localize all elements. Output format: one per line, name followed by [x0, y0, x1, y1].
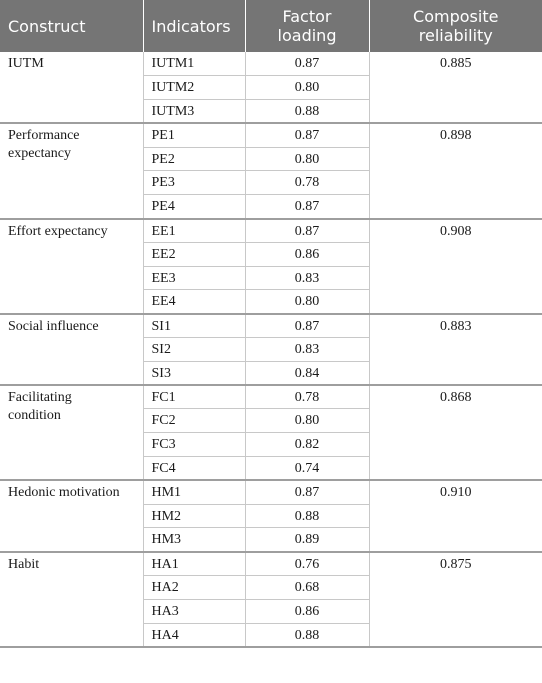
construct-cell: [0, 314, 143, 385]
factor-loading-cell: 0.82: [245, 433, 369, 457]
factor-loading-cell: 0.80: [245, 147, 369, 171]
factor-loading-cell: 0.78: [245, 385, 369, 409]
factor-loading-cell: 0.87: [245, 52, 369, 76]
indicator-cell: SI2: [143, 338, 245, 362]
header-construct: Construct: [0, 0, 143, 52]
indicator-cell: IUTM1: [143, 52, 245, 76]
factor-loading-cell: 0.87: [245, 219, 369, 243]
factor-loading-cell: 0.83: [245, 266, 369, 290]
composite-reliability-cell: 0.898: [369, 123, 542, 218]
indicator-cell: EE1: [143, 219, 245, 243]
construct-name-line2: condition: [8, 408, 61, 424]
indicator-cell: IUTM2: [143, 76, 245, 100]
factor-loading-cell: 0.83: [245, 338, 369, 362]
construct-name-line1: Performance: [8, 128, 80, 144]
table-row: [0, 123, 542, 147]
indicator-cell: HM2: [143, 504, 245, 528]
indicator-cell: HM3: [143, 528, 245, 552]
indicator-cell: EE3: [143, 266, 245, 290]
indicator-cell: SI1: [143, 314, 245, 338]
factor-loading-cell: 0.80: [245, 409, 369, 433]
factor-loading-cell: 0.87: [245, 123, 369, 147]
indicator-cell: PE4: [143, 195, 245, 219]
header-row: [0, 0, 542, 52]
factor-loading-cell: 0.68: [245, 576, 369, 600]
table-row: [0, 52, 542, 76]
header-composite-reliability: Composite reliability: [369, 0, 542, 52]
factor-loading-cell: 0.89: [245, 528, 369, 552]
construct-name-line1: Effort expectancy: [8, 223, 108, 239]
indicator-cell: EE2: [143, 242, 245, 266]
indicator-cell: HA2: [143, 576, 245, 600]
indicator-cell: IUTM3: [143, 100, 245, 124]
indicator-cell: HA1: [143, 552, 245, 576]
factor-loading-cell: 0.88: [245, 504, 369, 528]
header-indicators: Indicators: [143, 0, 245, 52]
header-factor-loading: Factor loading: [245, 0, 369, 52]
factor-loading-cell: 0.86: [245, 242, 369, 266]
indicator-cell: PE3: [143, 171, 245, 195]
construct-name-line1: IUTM: [8, 56, 44, 71]
construct-name-line1: Hedonic motivation: [8, 485, 120, 501]
factor-loading-cell: 0.86: [245, 599, 369, 623]
table-row: [0, 219, 542, 243]
composite-reliability-cell: 0.885: [369, 52, 542, 123]
composite-reliability-cell: 0.868: [369, 385, 542, 480]
indicator-cell: EE4: [143, 290, 245, 314]
indicator-cell: PE1: [143, 123, 245, 147]
composite-reliability-cell: 0.875: [369, 552, 542, 647]
indicator-cell: FC2: [143, 409, 245, 433]
indicator-cell: FC4: [143, 457, 245, 481]
table-row: [0, 385, 542, 409]
factor-loading-cell: 0.78: [245, 171, 369, 195]
table-header: [0, 0, 542, 52]
indicator-cell: HA4: [143, 623, 245, 647]
construct-name-line1: Facilitating: [8, 390, 72, 406]
construct-cell: [0, 52, 143, 123]
factor-loading-cell: 0.76: [245, 552, 369, 576]
factor-loading-cell: 0.88: [245, 623, 369, 647]
composite-reliability-cell: 0.908: [369, 219, 542, 314]
factor-loading-cell: 0.88: [245, 100, 369, 124]
composite-reliability-cell: 0.883: [369, 314, 542, 385]
table-row: [0, 552, 542, 576]
factor-loading-cell: 0.80: [245, 76, 369, 100]
factor-loading-cell: 0.87: [245, 480, 369, 504]
factor-loading-cell: 0.87: [245, 314, 369, 338]
indicator-cell: PE2: [143, 147, 245, 171]
indicator-cell: HA3: [143, 599, 245, 623]
construct-cell: [0, 480, 143, 551]
construct-cell: [0, 123, 143, 218]
construct-name-line1: Habit: [8, 556, 40, 572]
indicator-cell: FC3: [143, 433, 245, 457]
factor-loading-cell: 0.74: [245, 457, 369, 481]
factor-loading-cell: 0.84: [245, 361, 369, 385]
composite-reliability-cell: 0.910: [369, 480, 542, 551]
table-row: [0, 480, 542, 504]
construct-cell: [0, 385, 143, 480]
table-row: [0, 314, 542, 338]
indicator-cell: FC1: [143, 385, 245, 409]
construct-cell: [0, 219, 143, 314]
indicator-cell: SI3: [143, 361, 245, 385]
indicator-cell: HM1: [143, 480, 245, 504]
construct-name-line2: expectancy: [8, 146, 71, 162]
factor-loading-cell: 0.87: [245, 195, 369, 219]
table-body: [0, 52, 542, 647]
construct-cell: [0, 552, 143, 647]
construct-name-line1: Social influence: [8, 318, 99, 334]
factor-loading-cell: 0.80: [245, 290, 369, 314]
